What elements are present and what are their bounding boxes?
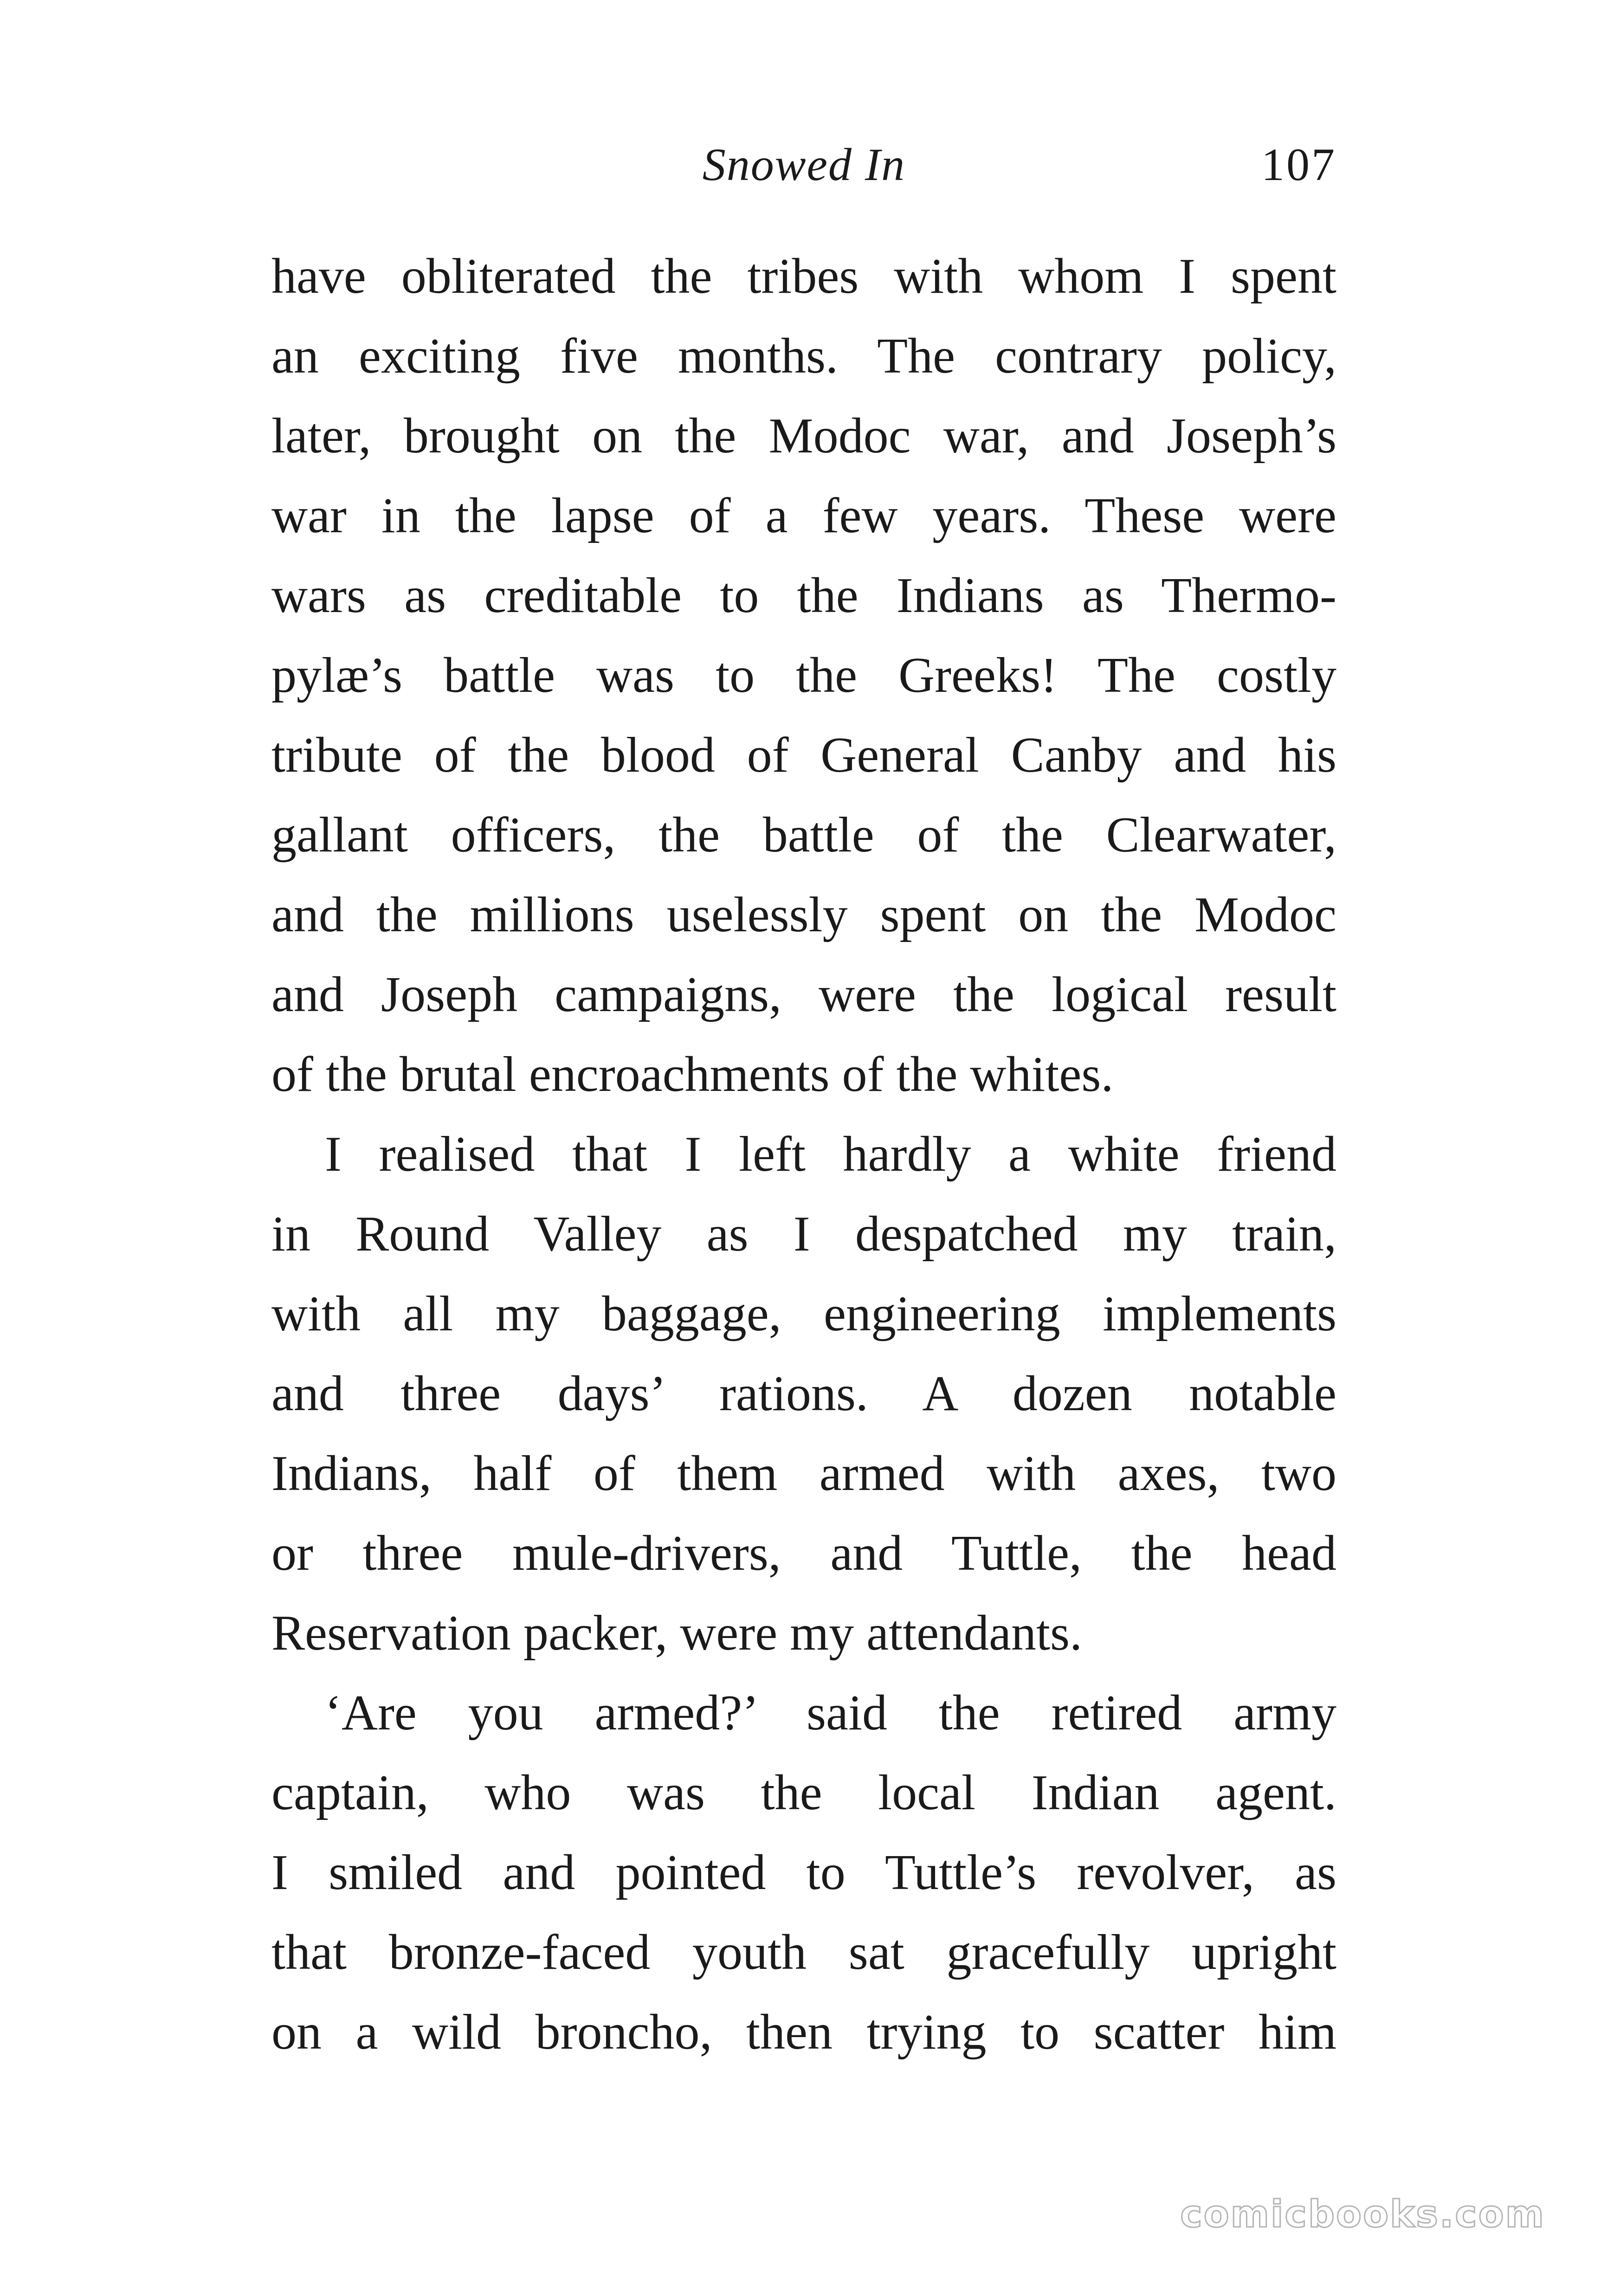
text-line: an exciting five months. The contrary policy,	[271, 329, 1336, 384]
watermark-logo: comicbooks.com	[1180, 2193, 1545, 2236]
text-line: that bronze-faced youth sat gracefully upright	[271, 1925, 1336, 1980]
text-line: with all my baggage, engineering implements	[271, 1286, 1336, 1341]
paragraph-3	[271, 1673, 1336, 2072]
text-line: gallant officers, the battle of the Clearwater,	[271, 807, 1336, 863]
text-line: captain, who was the local Indian agent.	[271, 1765, 1336, 1820]
text-line: and Joseph campaigns, were the logical result	[271, 967, 1336, 1022]
text-line: I realised that I left hardly a white friend	[325, 1127, 1336, 1182]
text-line: Reservation packer, were my attendants.	[271, 1606, 1082, 1661]
text-line: and three days’ rations. A dozen notable	[271, 1366, 1336, 1421]
body-text	[271, 237, 1336, 2072]
running-head	[271, 132, 1336, 197]
paragraph-1	[271, 237, 1336, 1115]
text-line: in Round Valley as I despatched my train,	[271, 1206, 1336, 1262]
text-line: Indians, half of them armed with axes, two	[271, 1446, 1336, 1501]
text-line: I smiled and pointed to Tuttle’s revolver, as	[271, 1845, 1336, 1900]
running-title: Snowed In	[702, 139, 906, 190]
text-line: later, brought on the Modoc war, and Joseph’s	[271, 408, 1336, 464]
text-line: pylæ’s battle was to the Greeks! The costly	[271, 648, 1336, 703]
text-line: on a wild broncho, then trying to scatter him	[271, 2005, 1336, 2060]
text-line: of the brutal encroachments of the whites.	[271, 1047, 1114, 1102]
page-number: 107	[1261, 139, 1336, 190]
text-line: or three mule-drivers, and Tuttle, the head	[271, 1526, 1336, 1581]
paragraph-2	[271, 1115, 1336, 1673]
text-line: war in the lapse of a few years. These were	[271, 488, 1336, 543]
text-line: tribute of the blood of General Canby and his	[271, 728, 1336, 783]
text-line: wars as creditable to the Indians as Thermo-	[271, 568, 1336, 623]
text-line: and the millions uselessly spent on the Modoc	[271, 887, 1336, 942]
text-line: ‘Are you armed?’ said the retired army	[325, 1685, 1336, 1741]
text-line: have obliterated the tribes with whom I spent	[271, 249, 1336, 304]
